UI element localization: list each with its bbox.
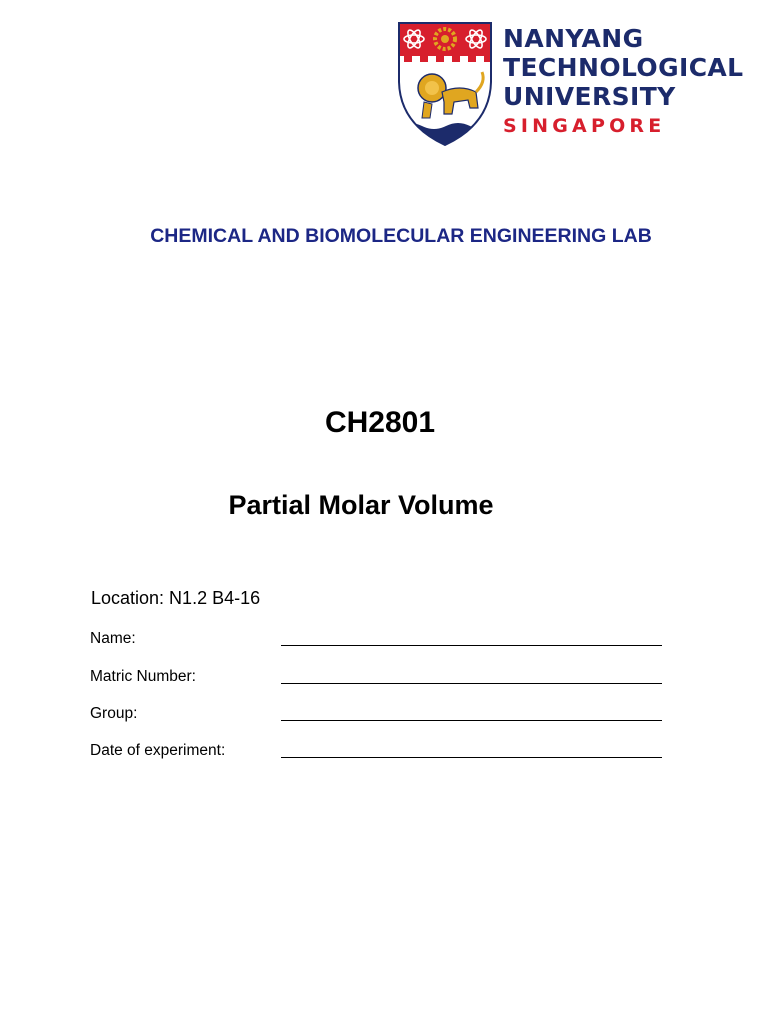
date-of-experiment-label: Date of experiment: — [90, 742, 226, 759]
lab-title: CHEMICAL AND BIOMOLECULAR ENGINEERING LAB — [150, 225, 652, 247]
logo-name-line-1: NANYANG — [503, 24, 644, 53]
lab-location: Location: N1.2 B4-16 — [91, 588, 261, 608]
university-logo — [398, 22, 744, 146]
matric-number-field[interactable] — [90, 668, 664, 690]
name-blank-line[interactable] — [281, 645, 662, 646]
group-blank-line[interactable] — [281, 720, 662, 721]
matric-number-label: Matric Number: — [90, 668, 196, 685]
group-field[interactable] — [90, 705, 664, 727]
university-wordmark — [503, 24, 744, 138]
matric-number-blank-line[interactable] — [281, 683, 662, 684]
name-label: Name: — [90, 630, 136, 647]
date-of-experiment-blank-line[interactable] — [281, 757, 662, 758]
group-label: Group: — [90, 705, 138, 722]
course-code: CH2801 — [324, 406, 436, 439]
name-field[interactable] — [90, 630, 664, 652]
university-crest-icon — [398, 22, 492, 146]
experiment-subject: Partial Molar Volume — [228, 490, 494, 520]
date-of-experiment-field[interactable] — [90, 742, 664, 764]
logo-name-line-3: UNIVERSITY — [503, 82, 676, 111]
logo-name-line-2: TECHNOLOGICAL — [503, 53, 744, 82]
logo-country: SINGAPORE — [503, 115, 666, 137]
